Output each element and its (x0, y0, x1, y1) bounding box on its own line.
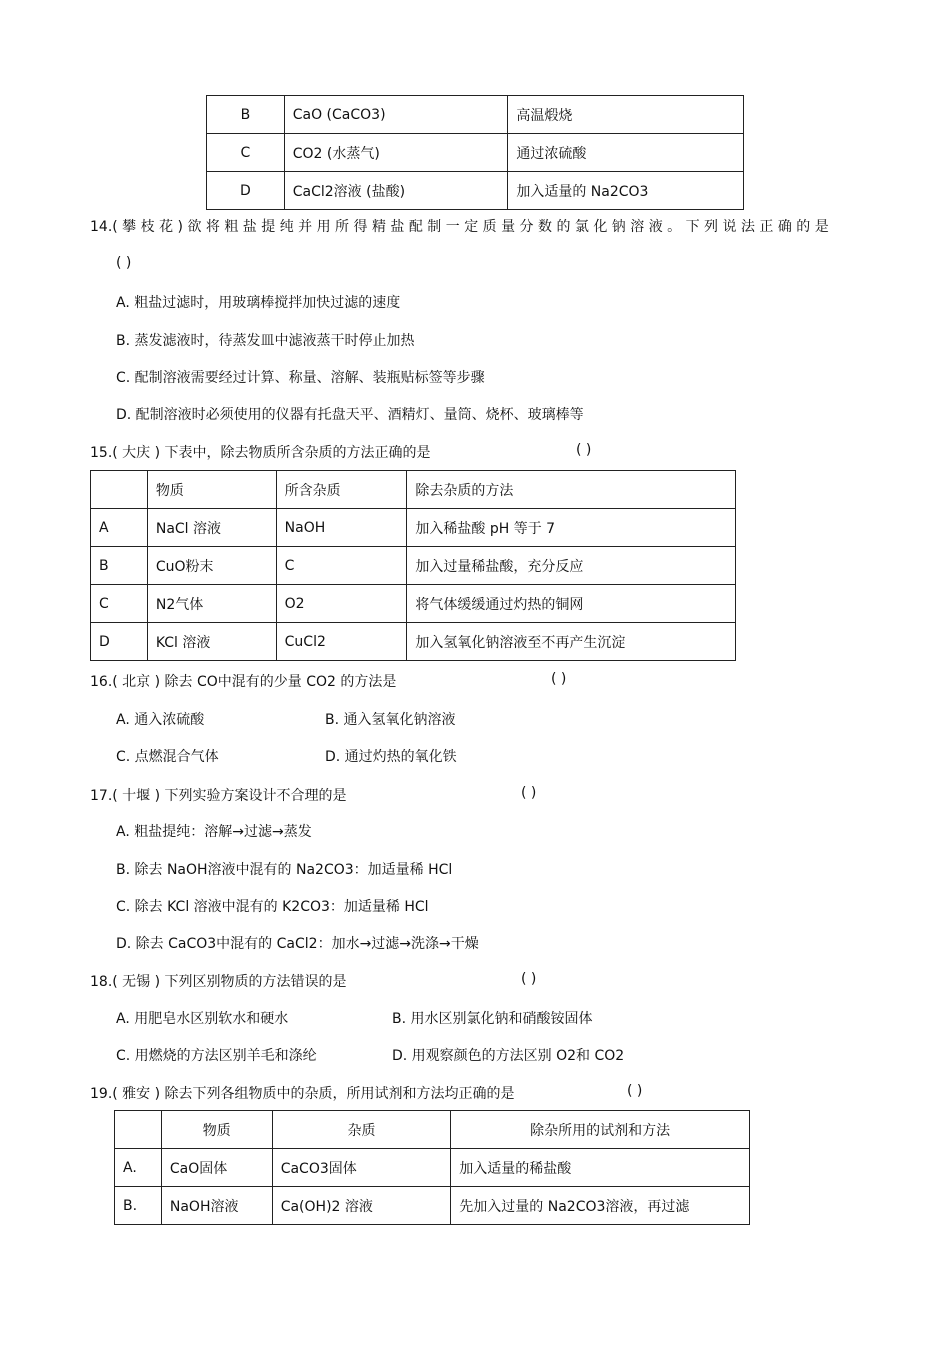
q17-option-b: B. 除去 NaOH溶液中混有的 Na2CO3：加适量稀 HCl (116, 862, 453, 878)
table-row (91, 585, 736, 623)
q14-option-c: C. 配制溶液需要经过计算、称量、溶解、装瓶贴标签等步骤 (116, 370, 485, 386)
table-cell: CaCl2溶液 (盐酸) (284, 172, 508, 210)
table-cell: 加入氢氧化钠溶液至不再产生沉淀 (407, 623, 736, 661)
q17-option-d: D. 除去 CaCO3中混有的 CaCl2：加水→过滤→洗涤→干燥 (116, 936, 479, 952)
q14-answer-paren: ( ) (116, 255, 132, 271)
table-row (207, 134, 744, 172)
table-cell: 通过浓硫酸 (508, 134, 744, 172)
table-header-cell (115, 1111, 162, 1149)
table-cell: C (207, 134, 285, 172)
table-cell: B (91, 547, 148, 585)
q16-option-c: C. 点燃混合气体 (116, 749, 219, 765)
table-header-cell: 杂质 (272, 1111, 451, 1149)
q15-stem: 15.( 大庆 ) 下表中，除去物质所含杂质的方法正确的是 (90, 445, 431, 461)
table-cell: 高温煅烧 (508, 96, 744, 134)
table-cell: C (91, 585, 148, 623)
q19-answer-paren: ( ) (627, 1083, 643, 1099)
table-row (115, 1187, 750, 1225)
table-cell: CaO (CaCO3) (284, 96, 508, 134)
table-cell: 加入适量的 Na2CO3 (508, 172, 744, 210)
q14-stem: 14.( 攀 枝 花 ) 欲 将 粗 盐 提 纯 并 用 所 得 精 盐 配 制 一 定 质 量 分 数 的 氯 化 钠 溶 液 。 下 列 说 法 正 确 的 是 (90, 219, 829, 235)
table-row (91, 509, 736, 547)
q18-option-a: A. 用肥皂水区别软水和硬水 (116, 1011, 289, 1027)
table-header-row (91, 471, 736, 509)
q17-stem: 17.( 十堰 ) 下列实验方案设计不合理的是 (90, 788, 347, 804)
table-cell: D (91, 623, 148, 661)
table-cell: O2 (276, 585, 407, 623)
q16-option-a: A. 通入浓硫酸 (116, 712, 205, 728)
q18-option-d: D. 用观察颜色的方法区别 O2和 CO2 (392, 1048, 625, 1064)
table-cell: A (91, 509, 148, 547)
q18-answer-paren: ( ) (521, 971, 537, 987)
table-row (91, 623, 736, 661)
table-cell: CaO固体 (161, 1149, 272, 1187)
table-header-cell: 所含杂质 (276, 471, 407, 509)
table-cell: 加入稀盐酸 pH 等于 7 (407, 509, 736, 547)
q16-answer-paren: ( ) (551, 671, 567, 687)
table-cell: KCl 溶液 (147, 623, 276, 661)
table-header-cell: 除去杂质的方法 (407, 471, 736, 509)
table-cell: NaOH溶液 (161, 1187, 272, 1225)
table-cell: A. (115, 1149, 162, 1187)
q18-option-c: C. 用燃烧的方法区别羊毛和涤纶 (116, 1048, 317, 1064)
table-header-row (115, 1111, 750, 1149)
table-header-cell: 物质 (161, 1111, 272, 1149)
q19-table (114, 1110, 750, 1225)
table-cell: D (207, 172, 285, 210)
table-row (115, 1149, 750, 1187)
table-cell: 加入适量的稀盐酸 (451, 1149, 750, 1187)
table-cell: 加入过量稀盐酸，充分反应 (407, 547, 736, 585)
q13-table (206, 95, 744, 210)
table-cell: NaOH (276, 509, 407, 547)
q17-option-a: A. 粗盐提纯：溶解→过滤→蒸发 (116, 824, 312, 840)
q17-option-c: C. 除去 KCl 溶液中混有的 K2CO3：加适量稀 HCl (116, 899, 429, 915)
table-row (207, 96, 744, 134)
q17-answer-paren: ( ) (521, 785, 537, 801)
table-cell: C (276, 547, 407, 585)
q14-option-b: B. 蒸发滤液时，待蒸发皿中滤液蒸干时停止加热 (116, 333, 415, 349)
q19-stem: 19.( 雅安 ) 除去下列各组物质中的杂质，所用试剂和方法均正确的是 (90, 1086, 515, 1102)
table-cell: CuO粉末 (147, 547, 276, 585)
table-row (91, 547, 736, 585)
table-cell: 先加入过量的 Na2CO3溶液，再过滤 (451, 1187, 750, 1225)
q18-option-b: B. 用水区别氯化钠和硝酸铵固体 (392, 1011, 593, 1027)
table-cell: Ca(OH)2 溶液 (272, 1187, 451, 1225)
table-cell: CO2 (水蒸气) (284, 134, 508, 172)
q15-answer-paren: ( ) (576, 442, 592, 458)
table-header-cell: 物质 (147, 471, 276, 509)
table-cell: CaCO3固体 (272, 1149, 451, 1187)
q14-option-a: A. 粗盐过滤时，用玻璃棒搅拌加快过滤的速度 (116, 295, 401, 311)
q16-stem: 16.( 北京 ) 除去 CO中混有的少量 CO2 的方法是 (90, 674, 397, 690)
table-row (207, 172, 744, 210)
table-header-cell: 除杂所用的试剂和方法 (451, 1111, 750, 1149)
table-cell: NaCl 溶液 (147, 509, 276, 547)
q18-stem: 18.( 无锡 ) 下列区别物质的方法错误的是 (90, 974, 347, 990)
table-cell: B (207, 96, 285, 134)
q14-option-d: D. 配制溶液时必须使用的仪器有托盘天平、酒精灯、量筒、烧杯、玻璃棒等 (116, 407, 584, 423)
table-cell: CuCl2 (276, 623, 407, 661)
table-cell: 将气体缓缓通过灼热的铜网 (407, 585, 736, 623)
q15-table (90, 470, 736, 661)
table-cell: N2气体 (147, 585, 276, 623)
q16-option-d: D. 通过灼热的氧化铁 (325, 749, 457, 765)
q16-option-b: B. 通入氢氧化钠溶液 (325, 712, 456, 728)
table-cell: B. (115, 1187, 162, 1225)
table-header-cell (91, 471, 148, 509)
